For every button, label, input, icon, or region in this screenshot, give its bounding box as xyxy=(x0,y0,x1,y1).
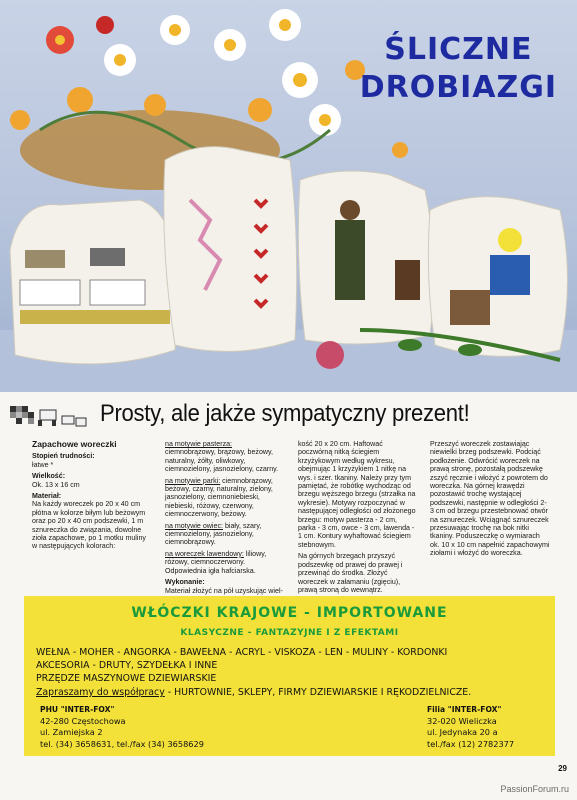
execution-text: Materiał złożyć na pół uzyskując wiel- xyxy=(165,586,283,595)
motif-shepherd-text: ciemnobrązowy, brązowy, beżowy, naturalny, żółty, oliwkowy, ciemnozielony, jasnozielony, czarny. xyxy=(165,448,279,474)
title-line-1: ŚLICZNE xyxy=(384,32,533,67)
motif-lavender-text: liliowy, różowy, ciemnoczerwony. Odpowiednia igła hafciarska. xyxy=(165,549,267,575)
ad-product-line-1: WEŁNA - MOHER - ANGORKA - BAWEŁNA - ACRYL - VISKOZA - LEN - MULINY - KORDONKI xyxy=(36,647,448,658)
execution-label: Wykonanie: xyxy=(165,578,205,587)
ad-address-left xyxy=(40,704,204,750)
ad-invite: Zapraszamy do współpracy xyxy=(36,687,165,698)
motif-shepherd-label: na motywie pasterza: xyxy=(165,440,233,448)
size-value: Ok. 13 x 16 cm xyxy=(32,480,80,489)
sachet-hearts xyxy=(164,147,297,352)
motif-couple-text: ciemnobrązowy, beżowy, czarny, naturalny, zielony, jasnozielony, ciemnoniebieski, niebieski, różowy, czerwony, ciemnoczerwony, beżowy. xyxy=(165,476,273,519)
ad-address-right xyxy=(427,704,514,750)
ad-right-name: Filia "INTER-FOX" xyxy=(427,705,502,714)
title-line-2: DROBIAZGI xyxy=(359,69,557,105)
ad-left-line-2: ul. Zamiejska 2 xyxy=(40,727,103,737)
size-label: Wielkość: xyxy=(32,472,66,481)
column-3 xyxy=(298,440,416,597)
watermark: PassionForum.ru xyxy=(500,784,569,794)
sachet-girl xyxy=(428,197,567,357)
difficulty-value: łatwe * xyxy=(32,460,54,469)
ad-invite-rest: - HURTOWNIE, SKLEPY, FIRMY DZIEWIARSKIE I RĘKODZIELNICZE. xyxy=(164,687,472,698)
column-4 xyxy=(430,440,550,561)
ad-subheadline: KLASYCZNE - FANTAZYJNE I Z EFEKTAMI xyxy=(180,628,399,638)
motif-couple-label: na motywie parki: xyxy=(165,476,221,485)
ad-right-line-2: ul. Jedynaka 20 a xyxy=(427,727,498,737)
ad-product-line-3: PRZĘDZE MASZYNOWE DZIEWIARSKIE xyxy=(36,673,217,684)
page-number: 29 xyxy=(558,764,567,773)
column-1 xyxy=(32,440,150,554)
ad-invite-line xyxy=(36,687,471,698)
column-2 xyxy=(165,440,283,598)
advertisement-box xyxy=(24,596,555,756)
finishing-text: Przeszyć woreczek zostawiając niewielki brzeg podszewki. Podciąć podłożenie. Odwrócić woreczek na prawą stronę, pozostałą podszewkę zszyć ręcznie i włożyć z powrotem do woreczka. Na górnej krawędzi pozostawić trochę wystającej podszewki, następnie w odległości 2-3 cm od brzegu przestebnować otwór na sznureczek. Wciągnąć sznureczek przesuwając trochę na bok nitki tkaniny. Poduszeczkę o wymiarach ok. 10 x 10 cm napełnić zapachowymi ziołami i włożyć do woreczka. xyxy=(430,440,550,558)
section-title: Zapachowe woreczki xyxy=(32,439,117,449)
sachet-sheep xyxy=(10,200,180,364)
ad-right-line-3: tel./fax (12) 2782377 xyxy=(427,738,515,749)
difficulty-label: Stopień trudności: xyxy=(32,452,95,461)
sachet-shepherd xyxy=(298,171,434,344)
ad-product-line-2: AKCESORIA - DRUTY, SZYDEŁKA I INNE xyxy=(36,660,218,671)
ad-left-name: PHU "INTER-FOX" xyxy=(40,705,115,714)
ad-headline: WŁÓCZKI KRAJOWE - IMPORTOWANE xyxy=(131,605,448,621)
ad-left-line-1: 42-280 Częstochowa xyxy=(40,715,126,726)
page-title xyxy=(360,34,557,103)
material-label: Materiał: xyxy=(32,492,62,501)
motif-sheep-text: biały, szary, ciemnozielony, jasnozielony, ciemnobrązowy. xyxy=(165,521,262,547)
cross-stitch-logo xyxy=(8,402,90,434)
instructions-text: kość 20 x 20 cm. Haftować poczwórną nitką ściegiem krzyżykowym według wykresu, obejmując 1 krzyżykiem 1 nitkę na wys. i szer. tkaniny. Należy przy tym pamiętać, że robótkę wychodząc od brzegu węższego brzegu (strzałka na wykresie). Motywy rozpoczynać w następującej odległości od złożonego brzegu: motyw pasterza - 2 cm, parka - 3 cm, owce - 3 cm, lawenda - 1 cm. Kontury wyhaftować ściegiem stebnowym. xyxy=(298,440,416,549)
motif-lavender-label: na woreczek lawendowy: xyxy=(165,549,244,558)
motif-sheep-label: na motywie owiec: xyxy=(165,521,223,530)
material-text: Na każdy woreczek po 20 x 40 cm płótna w kolorze biłym lub beżowym oraz po 20 x 40 cm podszewki, 1 m sznureczka do związania, dowolne zioła zapachowe, po 1 motku muliny w następujących kolorach: xyxy=(32,500,146,551)
article-headline: Prosty, ale jakże sympatyczny prezent! xyxy=(100,400,470,427)
ad-left-line-3: tel. (34) 3658631, tel./fax (34) 3658629 xyxy=(40,738,204,749)
ad-right-line-1: 32-020 Wieliczka xyxy=(427,715,497,726)
instructions-text-2: Na górnych brzegach przyszyć podszewkę od prawej do prawej i przewinąć do środka. Złożyć woreczek w załamaniu (zgięciu), prawą stroną do wewnątrz. xyxy=(298,552,403,594)
cover-photo xyxy=(0,0,577,392)
